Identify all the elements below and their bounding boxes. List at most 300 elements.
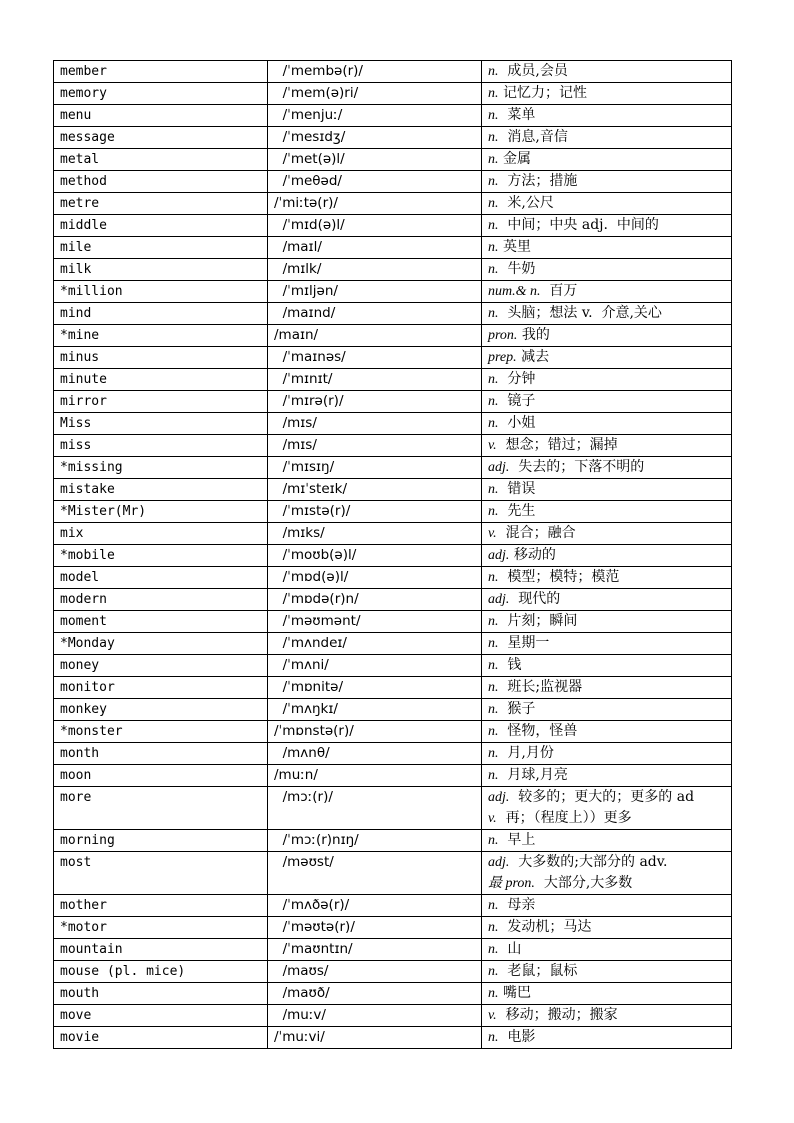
word-cell: *Monday bbox=[54, 633, 268, 655]
table-row bbox=[54, 917, 732, 939]
part-of-speech: n. bbox=[488, 833, 499, 848]
meaning-text: 先生 bbox=[498, 503, 536, 519]
part-of-speech: adj. bbox=[488, 548, 510, 563]
pronunciation-cell: /maɪl/ bbox=[268, 237, 482, 259]
part-of-speech: n. bbox=[488, 86, 499, 101]
definition-cell bbox=[482, 939, 732, 961]
part-of-speech: n. bbox=[488, 724, 499, 739]
definition-cell bbox=[482, 1027, 732, 1049]
definition-line bbox=[488, 589, 725, 610]
pronunciation-cell: /mɪˈsteɪk/ bbox=[268, 479, 482, 501]
definition-line bbox=[488, 939, 725, 960]
pronunciation-cell: /ˈmɒnstə(r)/ bbox=[268, 721, 482, 743]
definition-line bbox=[488, 347, 725, 368]
pronunciation-cell: /ˈmeθəd/ bbox=[268, 171, 482, 193]
part-of-speech: n. bbox=[488, 482, 499, 497]
table-row bbox=[54, 1027, 732, 1049]
meaning-text: 牛奶 bbox=[498, 261, 536, 277]
definition-line bbox=[488, 852, 725, 873]
definition-cell bbox=[482, 171, 732, 193]
part-of-speech: n. bbox=[488, 262, 499, 277]
definition-line bbox=[488, 149, 725, 170]
word-cell: milk bbox=[54, 259, 268, 281]
word-cell: minute bbox=[54, 369, 268, 391]
pronunciation-cell: /muːv/ bbox=[268, 1005, 482, 1027]
meaning-text: 较多的；更大的；更多的 ad bbox=[509, 789, 695, 805]
part-of-speech: v. bbox=[488, 811, 497, 826]
word-cell: *million bbox=[54, 281, 268, 303]
definition-line bbox=[488, 699, 725, 720]
meaning-text: 猴子 bbox=[498, 701, 536, 717]
definition-cell bbox=[482, 325, 732, 347]
definition-line bbox=[488, 61, 725, 82]
pronunciation-cell: /ˈmɒnitə/ bbox=[268, 677, 482, 699]
table-row bbox=[54, 983, 732, 1005]
definition-cell bbox=[482, 633, 732, 655]
table-row bbox=[54, 457, 732, 479]
meaning-text: 菜单 bbox=[498, 107, 536, 123]
pronunciation-cell: /maɪn/ bbox=[268, 325, 482, 347]
definition-line bbox=[488, 325, 725, 346]
meaning-text: 金属 bbox=[498, 151, 531, 167]
table-row bbox=[54, 852, 732, 895]
definition-cell bbox=[482, 391, 732, 413]
table-row bbox=[54, 479, 732, 501]
table-row bbox=[54, 171, 732, 193]
pronunciation-cell: /ˈmɪrə(r)/ bbox=[268, 391, 482, 413]
part-of-speech: n. bbox=[488, 768, 499, 783]
pronunciation-cell: /ˈmʌðə(r)/ bbox=[268, 895, 482, 917]
table-row bbox=[54, 699, 732, 721]
meaning-text: 怪物，怪兽 bbox=[498, 723, 578, 739]
pronunciation-cell: /ˈməʊmənt/ bbox=[268, 611, 482, 633]
word-cell: money bbox=[54, 655, 268, 677]
meaning-text: 记忆力；记性 bbox=[498, 85, 587, 101]
definition-line bbox=[488, 873, 725, 894]
table-row bbox=[54, 61, 732, 83]
part-of-speech: prep. bbox=[488, 350, 517, 365]
vocabulary-page bbox=[53, 60, 731, 1049]
pronunciation-cell: /ˈmaɪnəs/ bbox=[268, 347, 482, 369]
definition-cell bbox=[482, 127, 732, 149]
definition-line bbox=[488, 787, 725, 808]
pronunciation-cell: /ˈmembə(r)/ bbox=[268, 61, 482, 83]
table-row bbox=[54, 633, 732, 655]
part-of-speech: n. bbox=[488, 306, 499, 321]
word-cell: *mine bbox=[54, 325, 268, 347]
definition-line bbox=[488, 391, 725, 412]
word-cell: miss bbox=[54, 435, 268, 457]
definition-cell bbox=[482, 303, 732, 325]
table-row bbox=[54, 369, 732, 391]
part-of-speech: n. bbox=[488, 942, 499, 957]
pronunciation-cell: /ˈmoʊb(ə)l/ bbox=[268, 545, 482, 567]
table-row bbox=[54, 939, 732, 961]
definition-line bbox=[488, 677, 725, 698]
word-cell: model bbox=[54, 567, 268, 589]
table-row bbox=[54, 83, 732, 105]
part-of-speech: n. bbox=[488, 108, 499, 123]
meaning-text: 米,公尺 bbox=[498, 195, 554, 211]
pronunciation-cell: /ˈmuːvi/ bbox=[268, 1027, 482, 1049]
definition-cell bbox=[482, 83, 732, 105]
meaning-text: 英里 bbox=[498, 239, 531, 255]
definition-cell bbox=[482, 479, 732, 501]
definition-cell bbox=[482, 215, 732, 237]
table-row bbox=[54, 895, 732, 917]
table-row bbox=[54, 127, 732, 149]
table-row bbox=[54, 325, 732, 347]
meaning-text: 嘴巴 bbox=[498, 985, 531, 1001]
definition-cell bbox=[482, 149, 732, 171]
part-of-speech: v. bbox=[488, 438, 497, 453]
word-cell: member bbox=[54, 61, 268, 83]
word-cell: mind bbox=[54, 303, 268, 325]
word-cell: Miss bbox=[54, 413, 268, 435]
pronunciation-cell: /maɪnd/ bbox=[268, 303, 482, 325]
table-row bbox=[54, 655, 732, 677]
word-cell: minus bbox=[54, 347, 268, 369]
meaning-text: 钱 bbox=[498, 657, 522, 673]
table-row bbox=[54, 961, 732, 983]
pronunciation-cell: /ˈmiːtə(r)/ bbox=[268, 193, 482, 215]
meaning-text: 片刻；瞬间 bbox=[498, 613, 578, 629]
pronunciation-cell: /ˈmʌŋkɪ/ bbox=[268, 699, 482, 721]
definition-line bbox=[488, 501, 725, 522]
word-cell: *missing bbox=[54, 457, 268, 479]
definition-line bbox=[488, 457, 725, 478]
part-of-speech: v. bbox=[488, 526, 497, 541]
part-of-speech: n. bbox=[488, 394, 499, 409]
meaning-text: 头脑；想法 v. 介意,关心 bbox=[498, 305, 662, 321]
definition-cell bbox=[482, 523, 732, 545]
pronunciation-cell: /ˈmet(ə)l/ bbox=[268, 149, 482, 171]
definition-line bbox=[488, 523, 725, 544]
pronunciation-cell: /ˈmesɪdʒ/ bbox=[268, 127, 482, 149]
definition-line bbox=[488, 633, 725, 654]
pronunciation-cell: /maʊs/ bbox=[268, 961, 482, 983]
definition-cell bbox=[482, 787, 732, 830]
pronunciation-cell: /ˈmɪd(ə)l/ bbox=[268, 215, 482, 237]
part-of-speech: adj. bbox=[488, 855, 510, 870]
meaning-text: 我的 bbox=[517, 327, 550, 343]
definition-line bbox=[488, 1005, 725, 1026]
meaning-text: 模型；模特；模范 bbox=[498, 569, 620, 585]
meaning-text: 混合；融合 bbox=[496, 525, 576, 541]
table-row bbox=[54, 105, 732, 127]
definition-cell bbox=[482, 983, 732, 1005]
definition-line bbox=[488, 303, 725, 324]
table-row bbox=[54, 1005, 732, 1027]
definition-line bbox=[488, 83, 725, 104]
part-of-speech: adj. bbox=[488, 460, 510, 475]
definition-cell bbox=[482, 765, 732, 787]
part-of-speech: n. bbox=[488, 152, 499, 167]
definition-cell bbox=[482, 721, 732, 743]
pronunciation-cell: /ˈmɪljən/ bbox=[268, 281, 482, 303]
part-of-speech: adj. bbox=[488, 592, 510, 607]
definition-line bbox=[488, 127, 725, 148]
table-row bbox=[54, 413, 732, 435]
table-row bbox=[54, 303, 732, 325]
part-of-speech: n. bbox=[488, 986, 499, 1001]
meaning-text: 月,月份 bbox=[498, 745, 554, 761]
word-cell: metal bbox=[54, 149, 268, 171]
word-cell: mother bbox=[54, 895, 268, 917]
definition-cell bbox=[482, 61, 732, 83]
part-of-speech: n. bbox=[488, 1030, 499, 1045]
meaning-text: 中间；中央 adj. 中间的 bbox=[498, 217, 659, 233]
definition-cell bbox=[482, 1005, 732, 1027]
definition-line bbox=[488, 983, 725, 1004]
part-of-speech: n. bbox=[488, 218, 499, 233]
word-cell: mouth bbox=[54, 983, 268, 1005]
word-cell: message bbox=[54, 127, 268, 149]
definition-cell bbox=[482, 830, 732, 852]
meaning-text: 移动的 bbox=[509, 547, 556, 563]
definition-line bbox=[488, 567, 725, 588]
pronunciation-cell: /ˈmenjuː/ bbox=[268, 105, 482, 127]
part-of-speech: n. bbox=[488, 680, 499, 695]
definition-cell bbox=[482, 699, 732, 721]
word-cell: method bbox=[54, 171, 268, 193]
meaning-text: 母亲 bbox=[498, 897, 536, 913]
word-cell: more bbox=[54, 787, 268, 830]
word-cell: moon bbox=[54, 765, 268, 787]
pronunciation-cell: /mɪs/ bbox=[268, 435, 482, 457]
part-of-speech: n. bbox=[488, 702, 499, 717]
table-row bbox=[54, 721, 732, 743]
word-cell: monitor bbox=[54, 677, 268, 699]
word-cell: mouse (pl. mice) bbox=[54, 961, 268, 983]
vocabulary-table-body bbox=[54, 61, 732, 1049]
definition-cell bbox=[482, 435, 732, 457]
meaning-text: 减去 bbox=[516, 349, 550, 365]
definition-line bbox=[488, 413, 725, 434]
meaning-text: 消息,音信 bbox=[498, 129, 568, 145]
definition-cell bbox=[482, 369, 732, 391]
definition-cell bbox=[482, 413, 732, 435]
definition-line bbox=[488, 808, 725, 829]
definition-line bbox=[488, 655, 725, 676]
pronunciation-cell: /ˈmʌni/ bbox=[268, 655, 482, 677]
meaning-text: 大多数的;大部分的 adv. bbox=[509, 854, 668, 870]
definition-line bbox=[488, 171, 725, 192]
definition-cell bbox=[482, 237, 732, 259]
definition-line bbox=[488, 917, 725, 938]
definition-cell bbox=[482, 589, 732, 611]
meaning-text: 再；（程度上））更多 bbox=[496, 810, 632, 826]
definition-cell bbox=[482, 961, 732, 983]
definition-cell bbox=[482, 895, 732, 917]
word-cell: *mobile bbox=[54, 545, 268, 567]
table-row bbox=[54, 149, 732, 171]
part-of-speech: n. bbox=[488, 174, 499, 189]
word-cell: move bbox=[54, 1005, 268, 1027]
definition-line bbox=[488, 765, 725, 786]
part-of-speech: n. bbox=[488, 746, 499, 761]
pronunciation-cell: /muːn/ bbox=[268, 765, 482, 787]
word-cell: mile bbox=[54, 237, 268, 259]
definition-line bbox=[488, 830, 725, 851]
part-of-speech: v. bbox=[488, 1008, 497, 1023]
word-cell: middle bbox=[54, 215, 268, 237]
definition-line bbox=[488, 743, 725, 764]
definition-cell bbox=[482, 193, 732, 215]
word-cell: monkey bbox=[54, 699, 268, 721]
part-of-speech: n. bbox=[488, 658, 499, 673]
definition-line bbox=[488, 721, 725, 742]
part-of-speech: n. bbox=[488, 416, 499, 431]
meaning-text: 错误 bbox=[498, 481, 536, 497]
table-row bbox=[54, 435, 732, 457]
meaning-text: 大部分,大多数 bbox=[534, 875, 633, 891]
pronunciation-cell: /ˈmem(ə)ri/ bbox=[268, 83, 482, 105]
table-row bbox=[54, 237, 732, 259]
definition-cell bbox=[482, 917, 732, 939]
part-of-speech: n. bbox=[488, 636, 499, 651]
pronunciation-cell: /maʊð/ bbox=[268, 983, 482, 1005]
word-cell: modern bbox=[54, 589, 268, 611]
part-of-speech: n. bbox=[488, 372, 499, 387]
definition-cell bbox=[482, 105, 732, 127]
table-row bbox=[54, 765, 732, 787]
meaning-text: 百万 bbox=[540, 283, 578, 299]
table-row bbox=[54, 215, 732, 237]
table-row bbox=[54, 677, 732, 699]
definition-line bbox=[488, 895, 725, 916]
pronunciation-cell: /məʊst/ bbox=[268, 852, 482, 895]
meaning-text: 失去的；下落不明的 bbox=[509, 459, 645, 475]
word-cell: mirror bbox=[54, 391, 268, 413]
part-of-speech: n. bbox=[488, 64, 499, 79]
definition-line bbox=[488, 435, 725, 456]
definition-line bbox=[488, 215, 725, 236]
pronunciation-cell: /ˈməʊtə(r)/ bbox=[268, 917, 482, 939]
pronunciation-cell: /ˈmɒdə(r)n/ bbox=[268, 589, 482, 611]
pronunciation-cell: /ˈmʌndeɪ/ bbox=[268, 633, 482, 655]
word-cell: most bbox=[54, 852, 268, 895]
part-of-speech: adj. bbox=[488, 790, 510, 805]
definition-line bbox=[488, 611, 725, 632]
meaning-text: 月球,月亮 bbox=[498, 767, 568, 783]
part-of-speech: 最 pron. bbox=[488, 876, 535, 891]
definition-cell bbox=[482, 501, 732, 523]
definition-cell bbox=[482, 852, 732, 895]
definition-line bbox=[488, 961, 725, 982]
definition-line bbox=[488, 545, 725, 566]
definition-cell bbox=[482, 457, 732, 479]
definition-cell bbox=[482, 611, 732, 633]
word-cell: *monster bbox=[54, 721, 268, 743]
pronunciation-cell: /mɪks/ bbox=[268, 523, 482, 545]
word-cell: moment bbox=[54, 611, 268, 633]
part-of-speech: n. bbox=[488, 504, 499, 519]
word-cell: morning bbox=[54, 830, 268, 852]
pronunciation-cell: /ˈmaʊntɪn/ bbox=[268, 939, 482, 961]
meaning-text: 电影 bbox=[498, 1029, 536, 1045]
definition-line bbox=[488, 105, 725, 126]
part-of-speech: n. bbox=[488, 920, 499, 935]
word-cell: *motor bbox=[54, 917, 268, 939]
word-cell: mix bbox=[54, 523, 268, 545]
part-of-speech: pron. bbox=[488, 328, 518, 343]
table-row bbox=[54, 193, 732, 215]
meaning-text: 方法；措施 bbox=[498, 173, 578, 189]
definition-cell bbox=[482, 743, 732, 765]
definition-cell bbox=[482, 281, 732, 303]
table-row bbox=[54, 830, 732, 852]
pronunciation-cell: /mʌnθ/ bbox=[268, 743, 482, 765]
definition-cell bbox=[482, 567, 732, 589]
definition-cell bbox=[482, 655, 732, 677]
word-cell: memory bbox=[54, 83, 268, 105]
definition-line bbox=[488, 1027, 725, 1048]
table-row bbox=[54, 281, 732, 303]
definition-cell bbox=[482, 677, 732, 699]
definition-line bbox=[488, 237, 725, 258]
meaning-text: 早上 bbox=[498, 832, 536, 848]
definition-cell bbox=[482, 259, 732, 281]
pronunciation-cell: /mɔː(r)/ bbox=[268, 787, 482, 830]
word-cell: movie bbox=[54, 1027, 268, 1049]
part-of-speech: n. bbox=[488, 130, 499, 145]
vocabulary-table bbox=[53, 60, 732, 1049]
meaning-text: 想念；错过；漏掉 bbox=[496, 437, 618, 453]
part-of-speech: n. bbox=[488, 240, 499, 255]
definition-line bbox=[488, 259, 725, 280]
definition-line bbox=[488, 281, 725, 302]
definition-cell bbox=[482, 545, 732, 567]
word-cell: *Mister(Mr) bbox=[54, 501, 268, 523]
pronunciation-cell: /mɪlk/ bbox=[268, 259, 482, 281]
part-of-speech: num.& n. bbox=[488, 284, 541, 299]
word-cell: month bbox=[54, 743, 268, 765]
meaning-text: 现代的 bbox=[509, 591, 561, 607]
meaning-text: 小姐 bbox=[498, 415, 536, 431]
table-row bbox=[54, 589, 732, 611]
definition-line bbox=[488, 479, 725, 500]
pronunciation-cell: /ˈmɪsɪŋ/ bbox=[268, 457, 482, 479]
meaning-text: 发动机；马达 bbox=[498, 919, 592, 935]
word-cell: mistake bbox=[54, 479, 268, 501]
meaning-text: 镜子 bbox=[498, 393, 536, 409]
pronunciation-cell: /ˈmɪnɪt/ bbox=[268, 369, 482, 391]
table-row bbox=[54, 347, 732, 369]
pronunciation-cell: /mɪs/ bbox=[268, 413, 482, 435]
part-of-speech: n. bbox=[488, 614, 499, 629]
meaning-text: 分钟 bbox=[498, 371, 536, 387]
definition-cell bbox=[482, 347, 732, 369]
meaning-text: 移动；搬动；搬家 bbox=[496, 1007, 618, 1023]
pronunciation-cell: /ˈmɪstə(r)/ bbox=[268, 501, 482, 523]
meaning-text: 班长;监视器 bbox=[498, 679, 583, 695]
table-row bbox=[54, 567, 732, 589]
part-of-speech: n. bbox=[488, 196, 499, 211]
table-row bbox=[54, 743, 732, 765]
meaning-text: 星期一 bbox=[498, 635, 550, 651]
pronunciation-cell: /ˈmɔː(r)nɪŋ/ bbox=[268, 830, 482, 852]
word-cell: menu bbox=[54, 105, 268, 127]
definition-line bbox=[488, 193, 725, 214]
definition-line bbox=[488, 369, 725, 390]
table-row bbox=[54, 787, 732, 830]
table-row bbox=[54, 259, 732, 281]
meaning-text: 老鼠；鼠标 bbox=[498, 963, 578, 979]
part-of-speech: n. bbox=[488, 964, 499, 979]
table-row bbox=[54, 391, 732, 413]
table-row bbox=[54, 545, 732, 567]
